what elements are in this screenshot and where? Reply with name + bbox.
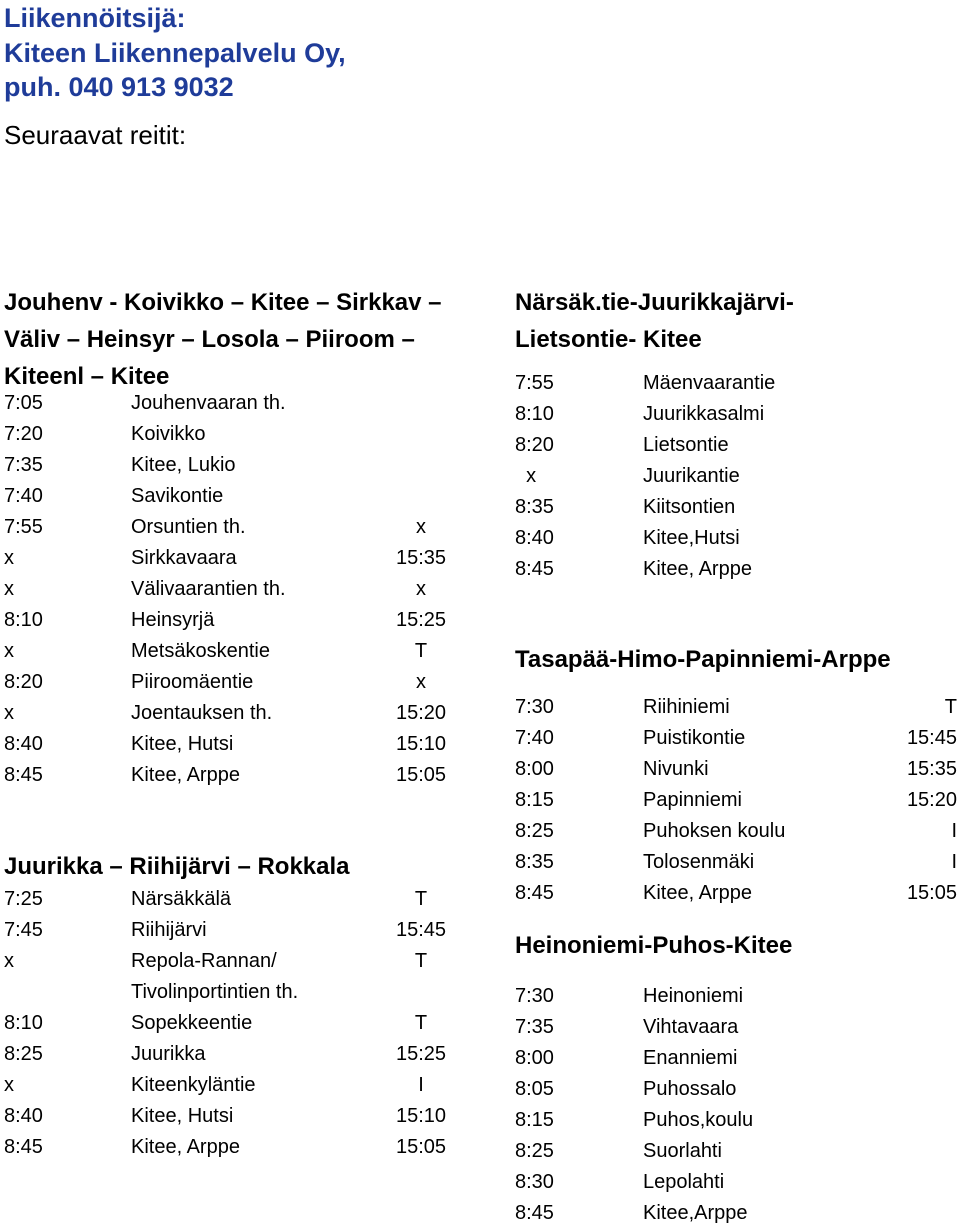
stop-name: Juurikantie — [643, 465, 740, 487]
stop-name: Nivunki — [643, 758, 709, 780]
timetable-row — [4, 543, 454, 574]
stop-name: Vihtavaara — [643, 1016, 739, 1038]
route-title — [4, 284, 442, 395]
stop-name: Mäenvaarantie — [643, 372, 776, 394]
return-time: 15:05 — [906, 882, 957, 904]
return-time: x — [416, 516, 426, 538]
departure-time: 8:35 — [515, 851, 554, 873]
timetable-row — [515, 1074, 960, 1105]
timetable-row — [515, 754, 960, 785]
timetable-row — [515, 1043, 960, 1074]
route-title-line: Tasapää-Himo-Papinniemi-Arppe — [515, 646, 891, 673]
timetable-row — [515, 1136, 960, 1167]
departure-time: 8:45 — [515, 882, 554, 904]
timetable-row — [515, 878, 960, 909]
departure-time: 7:20 — [4, 423, 43, 445]
stop-name: Riihiniemi — [643, 696, 730, 718]
departure-time: x — [4, 640, 14, 662]
stop-name: Kitee, Arppe — [643, 882, 752, 904]
route-title — [515, 641, 891, 678]
timetable-row — [515, 981, 960, 1012]
route-title — [515, 927, 792, 964]
stop-name: Joentauksen th. — [131, 702, 273, 724]
timetable-row — [4, 946, 454, 977]
timetable-row — [515, 1012, 960, 1043]
stop-name: Lietsontie — [643, 434, 729, 456]
departure-time: 8:00 — [515, 1047, 554, 1069]
departure-time: 7:40 — [515, 727, 554, 749]
return-time: T — [414, 640, 428, 662]
timetable — [515, 692, 960, 909]
stop-name: Heinoniemi — [643, 985, 744, 1007]
departure-time: 8:25 — [515, 1140, 554, 1162]
departure-time: 7:55 — [4, 516, 43, 538]
timetable-row — [4, 698, 454, 729]
route-title-line: Heinoniemi-Puhos-Kitee — [515, 932, 793, 959]
stop-name: Riihijärvi — [131, 919, 207, 941]
timetable-row — [515, 492, 960, 523]
timetable-row — [4, 419, 454, 450]
timetable-row — [515, 399, 960, 430]
return-time: 15:35 — [395, 547, 447, 569]
return-time: T — [414, 888, 428, 910]
route-title — [4, 848, 350, 885]
stop-name: Kitee, Hutsi — [131, 1105, 234, 1127]
return-time: 15:10 — [395, 733, 447, 755]
stop-name: Kitee, Arppe — [643, 558, 752, 580]
stop-name: Kitee, Lukio — [131, 454, 236, 476]
timetable-row — [4, 884, 454, 915]
departure-time: x — [4, 547, 14, 569]
stop-name: Suorlahti — [643, 1140, 722, 1162]
timetable-row — [4, 605, 454, 636]
departure-time: 7:30 — [515, 696, 554, 718]
stop-name: Välivaarantien th. — [131, 578, 286, 600]
stop-name: Savikontie — [131, 485, 224, 507]
route-title-line: Väliv – Heinsyr – Losola – Piiroom – — [4, 326, 415, 353]
route-title-line: Jouhenv - Koivikko – Kitee – Sirkkav – — [4, 289, 442, 316]
operator-phone: puh. 040 913 9032 — [4, 72, 234, 102]
return-time: I — [418, 1074, 424, 1096]
timetable-row — [515, 1167, 960, 1198]
timetable-row — [515, 723, 960, 754]
timetable-row — [4, 574, 454, 605]
return-time: T — [944, 696, 957, 718]
departure-time: 8:05 — [515, 1078, 554, 1100]
timetable-row — [515, 692, 960, 723]
stop-name: Piiroomäentie — [131, 671, 254, 693]
stop-name: Puistikontie — [643, 727, 746, 749]
departure-time: 7:05 — [4, 392, 43, 414]
stop-name: Kitee, Arppe — [131, 764, 240, 786]
stop-name: Kiteenkyläntie — [131, 1074, 256, 1096]
departure-time: 8:10 — [4, 1012, 43, 1034]
departure-time: 8:15 — [515, 1109, 554, 1131]
departure-time: x — [515, 465, 537, 487]
stop-name: Lepolahti — [643, 1171, 725, 1193]
stop-name: Puhoksen koulu — [643, 820, 786, 842]
timetable-row — [4, 1008, 454, 1039]
stop-name: Orsuntien th. — [131, 516, 246, 538]
timetable-row — [515, 523, 960, 554]
departure-time: x — [4, 950, 14, 972]
stop-name: Puhossalo — [643, 1078, 737, 1100]
stop-name: Sopekkeentie — [131, 1012, 253, 1034]
stop-name: Tivolinportintien th. — [131, 981, 299, 1003]
stop-name: Repola-Rannan/ — [131, 950, 277, 972]
departure-time: x — [4, 1074, 14, 1096]
departure-time: 7:35 — [515, 1016, 554, 1038]
stop-name: Kitee,Arppe — [643, 1202, 748, 1224]
departure-time: 8:15 — [515, 789, 554, 811]
timetable-row — [4, 729, 454, 760]
departure-time: 7:30 — [515, 985, 554, 1007]
stop-name: Närsäkkälä — [131, 888, 232, 910]
timetable-row — [515, 554, 960, 585]
timetable-row — [515, 816, 960, 847]
departure-time: 8:45 — [515, 1202, 554, 1224]
departure-time: 8:30 — [515, 1171, 554, 1193]
departure-time: 7:25 — [4, 888, 43, 910]
timetable-row — [515, 1198, 960, 1229]
timetable-row — [4, 636, 454, 667]
timetable-row — [515, 368, 960, 399]
departure-time: 8:20 — [515, 434, 554, 456]
timetable-row — [515, 430, 960, 461]
departure-time: x — [4, 578, 14, 600]
return-time: 15:20 — [906, 789, 957, 811]
timetable-row — [4, 1101, 454, 1132]
return-time: 15:45 — [395, 919, 447, 941]
departure-time: 8:45 — [515, 558, 554, 580]
route-title — [515, 284, 794, 358]
return-time: x — [416, 578, 426, 600]
return-time: 15:10 — [395, 1105, 447, 1127]
stop-name: Juurikkasalmi — [643, 403, 765, 425]
timetable-row — [4, 450, 454, 481]
timetable-row — [515, 785, 960, 816]
routes-subtitle: Seuraavat reitit: — [4, 120, 187, 150]
stop-name: Kiitsontien — [643, 496, 736, 518]
timetable-row — [515, 847, 960, 878]
departure-time: 8:25 — [4, 1043, 43, 1065]
departure-time: 8:45 — [4, 764, 43, 786]
timetable-row — [4, 1132, 454, 1163]
timetable-row — [4, 667, 454, 698]
return-time: 15:45 — [906, 727, 957, 749]
departure-time: 8:45 — [4, 1136, 43, 1158]
stop-name: Koivikko — [131, 423, 206, 445]
departure-time: 7:45 — [4, 919, 43, 941]
departure-time: 8:35 — [515, 496, 554, 518]
departure-time: x — [4, 702, 14, 724]
timetable — [4, 884, 454, 1163]
stop-name: Metsäkoskentie — [131, 640, 270, 662]
return-time: x — [416, 671, 426, 693]
operator-name: Kiteen Liikennepalvelu Oy, — [4, 38, 346, 68]
timetable-row — [4, 481, 454, 512]
route-title-line: Juurikka – Riihijärvi – Rokkala — [4, 853, 350, 880]
return-time: T — [414, 950, 428, 972]
departure-time: 7:35 — [4, 454, 43, 476]
timetable-row — [4, 760, 454, 791]
return-time: 15:25 — [395, 609, 447, 631]
return-time: 15:25 — [395, 1043, 447, 1065]
departure-time: 8:00 — [515, 758, 554, 780]
timetable-row — [515, 461, 960, 492]
departure-time: 8:10 — [4, 609, 43, 631]
departure-time: 7:40 — [4, 485, 43, 507]
timetable-row — [4, 1039, 454, 1070]
timetable — [515, 368, 960, 585]
operator-label: Liikennöitsijä: — [4, 3, 186, 33]
timetable — [4, 388, 454, 791]
departure-time: 8:40 — [4, 733, 43, 755]
stop-name: Heinsyrjä — [131, 609, 215, 631]
stop-name: Enanniemi — [643, 1047, 738, 1069]
return-time: 15:35 — [906, 758, 957, 780]
route-title-line: Närsäk.tie-Juurikkajärvi- — [515, 289, 794, 316]
stop-name: Kitee,Hutsi — [643, 527, 740, 549]
route-title-line: Lietsontie- Kitee — [515, 326, 702, 353]
timetable-row — [4, 388, 454, 419]
departure-time: 8:25 — [515, 820, 554, 842]
timetable — [515, 981, 960, 1229]
departure-time: 8:20 — [4, 671, 43, 693]
stop-name: Papinniemi — [643, 789, 742, 811]
stop-name: Kitee, Arppe — [131, 1136, 240, 1158]
timetable-row — [515, 1105, 960, 1136]
stop-name: Sirkkavaara — [131, 547, 237, 569]
stop-name: Puhos,koulu — [643, 1109, 754, 1131]
departure-time: 8:10 — [515, 403, 554, 425]
timetable-row — [4, 915, 454, 946]
timetable-row — [4, 977, 454, 1008]
return-time: I — [951, 851, 957, 873]
stop-name: Juurikka — [131, 1043, 206, 1065]
return-time: 15:05 — [395, 1136, 447, 1158]
stop-name: Jouhenvaaran th. — [131, 392, 286, 414]
stop-name: Tolosenmäki — [643, 851, 755, 873]
departure-time: 8:40 — [515, 527, 554, 549]
return-time: I — [951, 820, 957, 842]
return-time: 15:20 — [395, 702, 447, 724]
timetable-row — [4, 1070, 454, 1101]
stop-name: Kitee, Hutsi — [131, 733, 234, 755]
return-time: T — [414, 1012, 428, 1034]
return-time: 15:05 — [395, 764, 447, 786]
timetable-row — [4, 512, 454, 543]
departure-time: 7:55 — [515, 372, 554, 394]
route-title-line: Kiteenl – Kitee — [4, 363, 170, 390]
departure-time: 8:40 — [4, 1105, 43, 1127]
